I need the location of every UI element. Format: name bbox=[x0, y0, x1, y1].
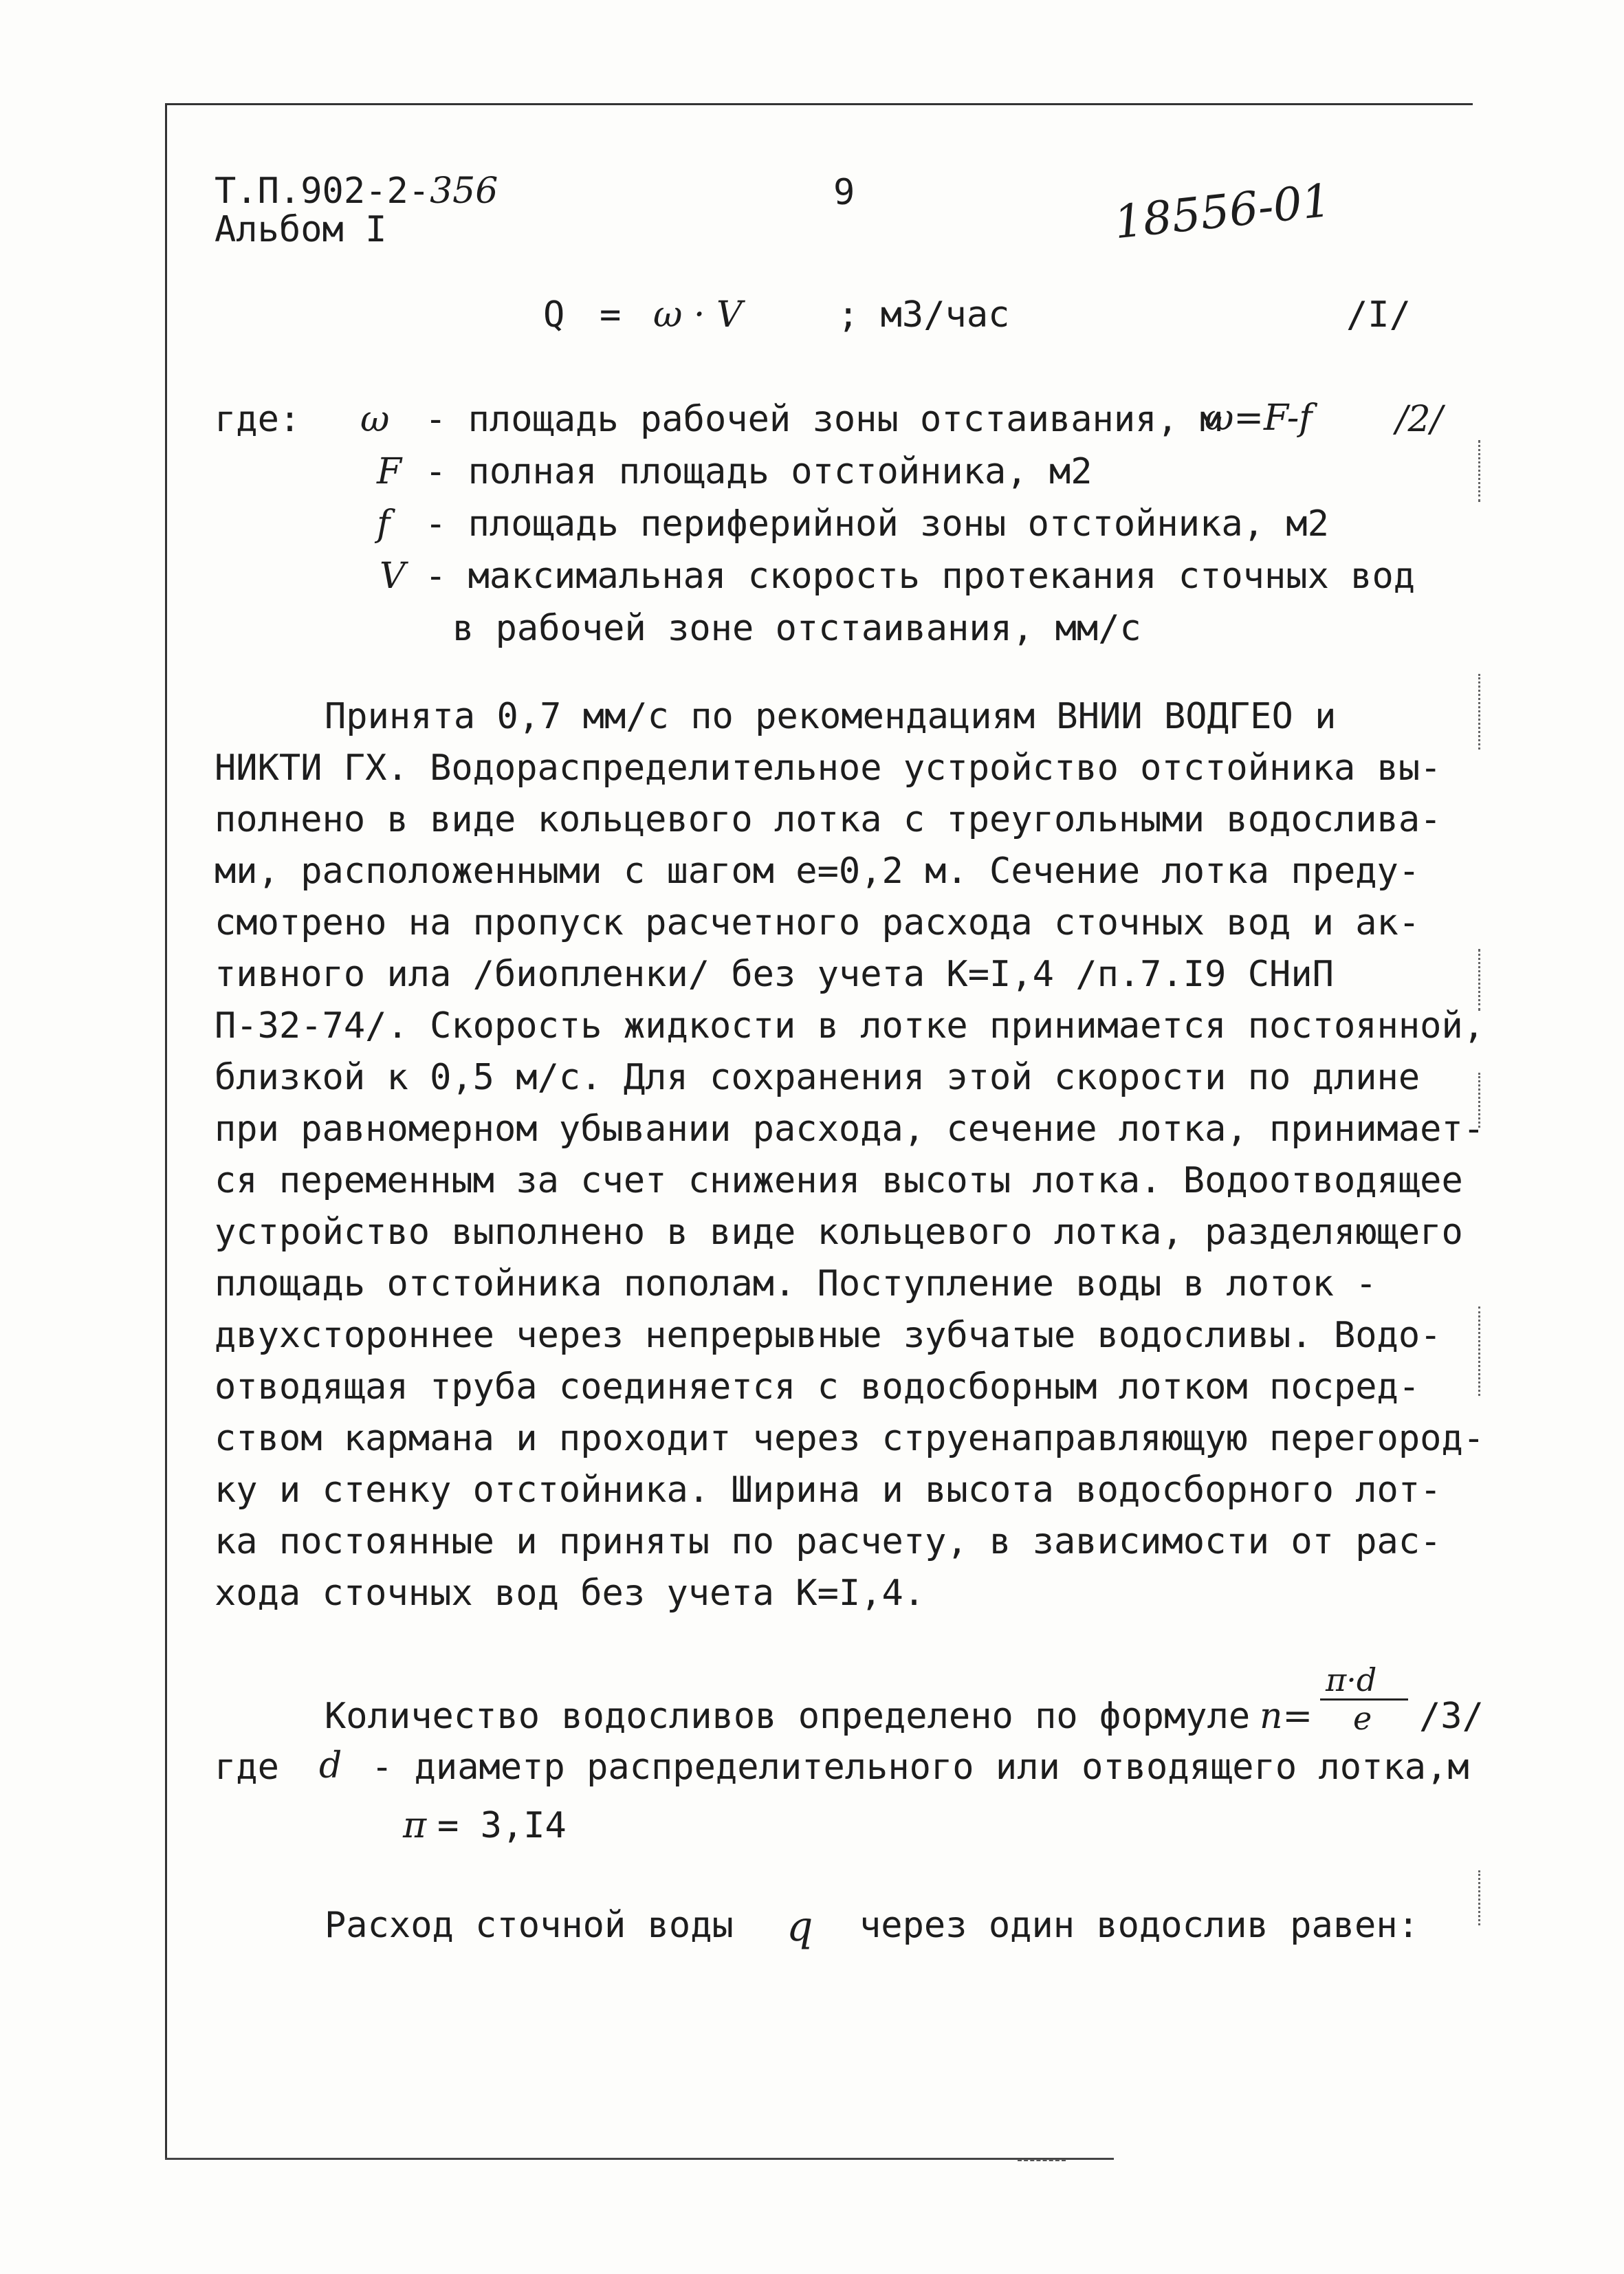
series-prefix: Т.П.902-2- bbox=[215, 171, 430, 212]
album-label: Альбом I bbox=[215, 209, 387, 250]
series-number: 356 bbox=[430, 171, 498, 212]
paragraph-line: ку и стенку отстойника. Ширина и высота водосборного лот- bbox=[215, 1469, 1442, 1511]
formula1-unit: ; м3/час bbox=[837, 294, 1010, 336]
last-line-after: через один водослив равен: bbox=[859, 1905, 1419, 1946]
last-line-before: Расход сточной воды bbox=[325, 1905, 734, 1946]
definition-text: - площадь периферийной зоны отстойника, м2 bbox=[425, 503, 1329, 545]
formula1-eq: = bbox=[600, 294, 622, 336]
formula3-text: Количество водосливов определено по формуле bbox=[325, 1696, 1251, 1737]
margin-mark bbox=[1478, 440, 1480, 502]
paragraph-line: близкой к 0,5 м/с. Для сохранения этой скорости по длине bbox=[215, 1057, 1420, 1098]
paragraph-line: ся переменным за счет снижения высоты лотка. Водоотводящее bbox=[215, 1160, 1463, 1201]
formula3-numerator: π·d bbox=[1326, 1661, 1377, 1698]
frame-left-line bbox=[165, 103, 167, 2159]
paragraph-line: при равномерном убывании расхода, сечение лотка, принимает- bbox=[215, 1108, 1485, 1150]
pi-symbol: π bbox=[403, 1805, 427, 1846]
paragraph-line: смотрено на пропуск расчетного расхода сточных вод и ак- bbox=[215, 902, 1420, 943]
frame-bottom-line bbox=[165, 2158, 1114, 2160]
paragraph-line: двухстороннее через непрерывные зубчатые водосливы. Водо- bbox=[215, 1315, 1442, 1356]
paragraph-line: НИКТИ ГХ. Водораспределительное устройство отстойника вы- bbox=[215, 747, 1442, 789]
formula3-label: /3/ bbox=[1419, 1696, 1484, 1737]
paragraph-line: площадь отстойника пополам. Поступление воды в лоток - bbox=[215, 1263, 1377, 1304]
paragraph-line: Принята 0,7 мм/с по рекомендациям ВНИИ ВОДГЕО и bbox=[325, 696, 1337, 737]
definition-symbol: f bbox=[377, 503, 391, 545]
paragraph-line: ка постоянные и приняты по расчету, в зависимости от рас- bbox=[215, 1521, 1442, 1562]
margin-mark bbox=[1478, 1870, 1480, 1925]
paragraph-line: отводящая труба соединяется с водосборным лотком посред- bbox=[215, 1366, 1420, 1408]
formula3-lhs: n= bbox=[1260, 1696, 1313, 1737]
frame-top-line bbox=[166, 103, 1473, 105]
formula3-where-symbol: d bbox=[319, 1745, 342, 1786]
body-paragraph bbox=[215, 691, 1493, 1619]
paragraph-line: хода сточных вод без учета К=I,4. bbox=[215, 1573, 925, 1614]
flow-symbol: q bbox=[787, 1903, 813, 1951]
paragraph-line: тивного ила /биопленки/ без учета К=I,4 /п.7.I9 СНиП bbox=[215, 954, 1334, 995]
formula1-lhs: Q bbox=[543, 294, 565, 336]
definition-extra: ω=F-f bbox=[1205, 397, 1313, 439]
series-code bbox=[215, 171, 498, 212]
formula1-rhs: ω · V bbox=[653, 294, 743, 336]
definition-continuation: в рабочей зоне отстаивания, мм/с bbox=[452, 608, 1141, 649]
formula1-label: /I/ bbox=[1346, 294, 1411, 336]
definition-symbol: F bbox=[377, 451, 402, 492]
definition-symbol: V bbox=[380, 556, 406, 597]
pi-value: = 3,I4 bbox=[437, 1805, 567, 1846]
formula3-where-label: где bbox=[215, 1747, 279, 1788]
paragraph-line: ми, расположенными с шагом е=0,2 м. Сечение лотка преду- bbox=[215, 851, 1420, 892]
frame-dash-mark bbox=[1018, 2159, 1066, 2161]
definition-text: - полная площадь отстойника, м2 bbox=[425, 451, 1093, 492]
paragraph-line: П-32-74/. Скорость жидкости в лотке принимается постоянной, bbox=[215, 1005, 1485, 1047]
definition-text: - площадь рабочей зоны отстаивания, м bbox=[425, 399, 1222, 440]
formula3-denominator: e bbox=[1353, 1700, 1372, 1737]
paragraph-line: устройство выполнено в виде кольцевого лотка, разделяющего bbox=[215, 1212, 1463, 1253]
paragraph-line: ством кармана и проходит через струенаправляющую перегород- bbox=[215, 1418, 1485, 1459]
where-label: где: bbox=[215, 399, 301, 440]
inventory-number: 18556-01 bbox=[1111, 173, 1334, 250]
paragraph-line: полнено в виде кольцевого лотка с треугольными водослива- bbox=[215, 799, 1442, 840]
formula2-label: /2/ bbox=[1396, 399, 1443, 440]
page-number: 9 bbox=[833, 172, 855, 213]
definition-text: - максимальная скорость протекания сточных вод bbox=[425, 556, 1416, 597]
definition-symbol: ω bbox=[360, 399, 390, 440]
formula3-where-text: - диаметр распределительного или отводящего лотка,м bbox=[371, 1747, 1469, 1788]
